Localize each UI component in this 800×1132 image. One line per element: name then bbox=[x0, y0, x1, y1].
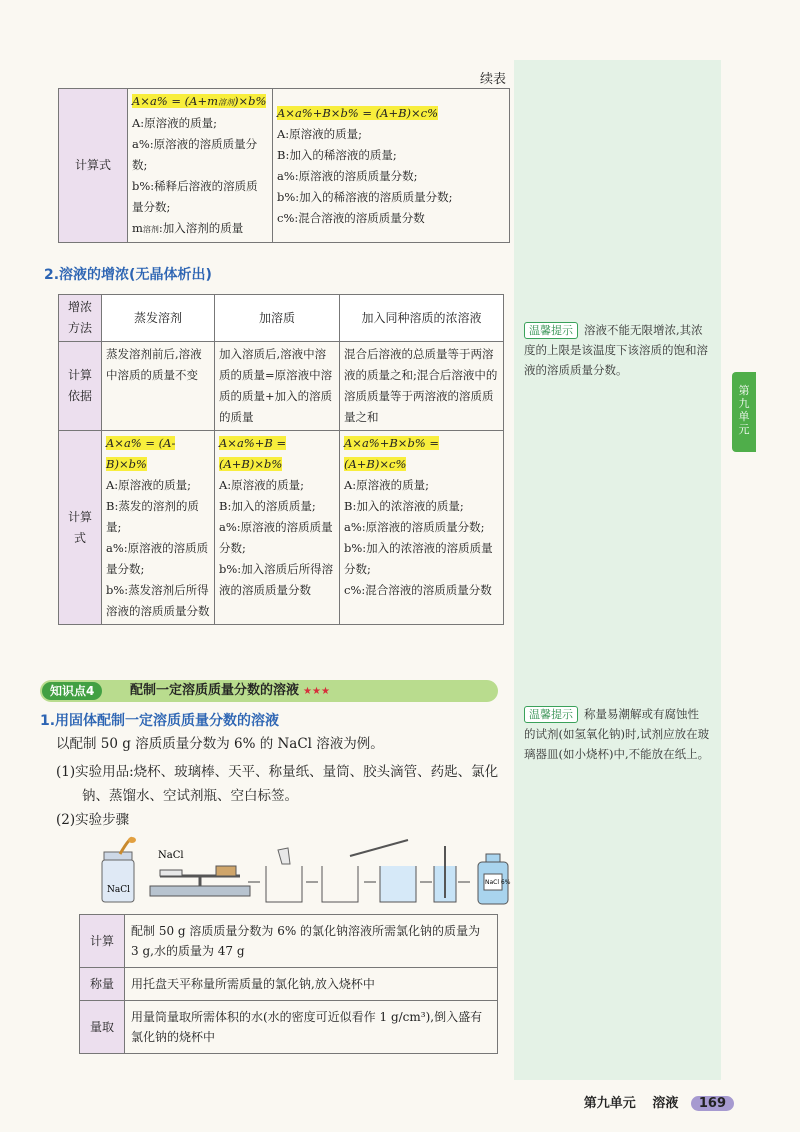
var-line: B:加入的溶质质量; bbox=[219, 499, 316, 513]
var-line: B:加入的浓溶液的质量; bbox=[344, 499, 464, 513]
beaker-empty bbox=[266, 848, 302, 902]
formula: A×a%+B = (A+B)×b% bbox=[219, 436, 287, 471]
var-line: B:蒸发的溶剂的质量; bbox=[106, 499, 199, 534]
unit-tab-char: 元 bbox=[738, 423, 750, 436]
concentrate-table bbox=[58, 294, 504, 625]
intro-text: 以配制 50 g 溶质质量分数为 6% 的 NaCl 溶液为例。 bbox=[56, 736, 384, 752]
continued-label: 续表 bbox=[480, 72, 507, 87]
basis-cell: 加入溶质后,溶液中溶质的质量=原溶液中溶质的质量+加入的溶质的质量 bbox=[215, 342, 340, 431]
step-label: 计算 bbox=[80, 915, 125, 968]
var-line: m溶剂:加入溶剂的质量 bbox=[132, 221, 244, 235]
var-line: b%:加入溶质后所得溶液的溶质质量分数 bbox=[219, 562, 334, 597]
var-line: A:原溶液的质量; bbox=[106, 478, 192, 492]
left-formula-cell bbox=[128, 89, 273, 243]
unit-tab-char: 九 bbox=[738, 397, 750, 410]
var-line: a%:原溶液的溶质质量分数; bbox=[132, 137, 258, 172]
item-steps: (2)实验步骤 bbox=[56, 812, 130, 828]
step-text: 配制 50 g 溶质质量分数为 6% 的氯化钠溶液所需氯化钠的质量为 3 g,水的质量为 47 g bbox=[125, 915, 498, 968]
basis-cell: 蒸发溶剂前后,溶液中溶质的质量不变 bbox=[102, 342, 215, 431]
tip-badge: 温馨提示 bbox=[524, 322, 578, 339]
table-row bbox=[80, 968, 498, 1001]
measuring-beaker bbox=[380, 866, 416, 902]
var-line: a%:原溶液的溶质质量分数; bbox=[106, 541, 209, 576]
header-cell: 蒸发溶剂 bbox=[102, 295, 215, 342]
subsection-title: 1.用固体配制一定溶质质量分数的溶液 bbox=[40, 713, 280, 729]
formula-cell bbox=[215, 431, 340, 625]
step-label: 称量 bbox=[80, 968, 125, 1001]
header-cell: 增浓方法 bbox=[59, 295, 102, 342]
unit-tab[interactable] bbox=[732, 372, 756, 452]
section-title: 2.溶液的增浓(无晶体析出) bbox=[44, 267, 212, 283]
basis-cell: 混合后溶液的总质量等于两溶液的质量之和;混合后溶液中的溶质质量等于两溶液的溶质质量之和 bbox=[340, 342, 504, 431]
tip-text: 称量易潮解或有腐蚀性的试剂(如氢氧化钠)时,试剂应放在玻璃器皿(如小烧杯)中,不能放在纸上。 bbox=[524, 707, 710, 761]
item-materials: (1)实验用品:烧杯、玻璃棒、天平、称量纸、量筒、胶头滴管、药匙、氯化钠、蒸馏水、空试剂瓶、空白标签。 bbox=[56, 764, 499, 804]
side-margin bbox=[514, 60, 721, 1080]
knowledge-title bbox=[130, 682, 330, 701]
star-icon: ★★★ bbox=[303, 686, 330, 697]
var-line: A:原溶液的质量; bbox=[277, 127, 363, 141]
header-cell: 加入同种溶质的浓溶液 bbox=[340, 295, 504, 342]
footer-unit: 第九单元 bbox=[583, 1096, 636, 1111]
step-text: 用量筒量取所需体积的水(水的密度可近似看作 1 g/cm³),倒入盛有氯化钠的烧杯中 bbox=[125, 1001, 498, 1054]
row-label: 计算式 bbox=[59, 89, 128, 243]
tip-box bbox=[524, 320, 710, 380]
var-line: b%:加入的浓溶液的溶质质量分数; bbox=[344, 541, 493, 576]
unit-tab-char: 单 bbox=[738, 410, 750, 423]
formula-cell bbox=[340, 431, 504, 625]
tip-box bbox=[524, 704, 710, 764]
var-line: a%:原溶液的溶质质量分数; bbox=[344, 520, 485, 534]
stir-beaker bbox=[434, 846, 456, 902]
knowledge-tag: 知识点4 bbox=[42, 682, 102, 700]
var-line: a%:原溶液的溶质质量分数; bbox=[219, 520, 333, 555]
var-line: B:加入的稀溶液的质量; bbox=[277, 148, 397, 162]
formula-cell bbox=[102, 431, 215, 625]
var-line: A:原溶液的质量; bbox=[344, 478, 430, 492]
formula: A×a%+B×b% = (A+B)×c% bbox=[277, 106, 439, 120]
var-line: c%:混合溶液的溶质质量分数 bbox=[344, 583, 492, 597]
formula: A×a%+B×b% = (A+B)×c% bbox=[344, 436, 440, 471]
page-footer bbox=[584, 1092, 734, 1111]
table-row bbox=[80, 1001, 498, 1054]
var-line: b%:蒸发溶剂后所得溶液的溶质质量分数 bbox=[106, 583, 210, 618]
var-line: b%:加入的稀溶液的溶质质量分数; bbox=[277, 190, 453, 204]
var-line: A:原溶液的质量; bbox=[219, 478, 305, 492]
table-row bbox=[80, 915, 498, 968]
jar-label: NaCl bbox=[107, 885, 131, 895]
page-number: 169 bbox=[691, 1096, 734, 1111]
row-label: 计算依据 bbox=[59, 342, 102, 431]
formula: A×a% = (A-B)×b% bbox=[106, 436, 176, 471]
footer-topic: 溶液 bbox=[652, 1096, 679, 1111]
formula: A×a% = (A+m溶剂)×b% bbox=[132, 94, 267, 108]
apparatus-figure bbox=[98, 836, 518, 908]
step-text: 用托盘天平称量所需质量的氯化钠,放入烧杯中 bbox=[125, 968, 498, 1001]
top-table bbox=[58, 88, 510, 243]
balance bbox=[150, 866, 250, 896]
var-line: A:原溶液的质量; bbox=[132, 116, 218, 130]
step-label: 量取 bbox=[80, 1001, 125, 1054]
header-cell: 加溶质 bbox=[215, 295, 340, 342]
var-line: b%:稀释后溶液的溶质质量分数; bbox=[132, 179, 258, 214]
var-line: c%:混合溶液的溶质质量分数 bbox=[277, 211, 425, 225]
knowledge-point-bar bbox=[40, 680, 498, 702]
balance-label: NaCl bbox=[158, 850, 184, 861]
var-line: a%:原溶液的溶质质量分数; bbox=[277, 169, 418, 183]
tip-text: 溶液不能无限增浓,其浓度的上限是该温度下该溶质的饱和溶液的溶质质量分数。 bbox=[524, 323, 708, 377]
row-label: 计算式 bbox=[59, 431, 102, 625]
unit-tab-char: 第 bbox=[738, 384, 750, 397]
bottle-label: NaCl 6% bbox=[485, 879, 511, 886]
steps-table bbox=[79, 914, 498, 1054]
knowledge-title-text: 配制一定溶质质量分数的溶液 bbox=[130, 683, 300, 698]
right-formula-cell bbox=[273, 89, 510, 243]
tip-badge: 温馨提示 bbox=[524, 706, 578, 723]
